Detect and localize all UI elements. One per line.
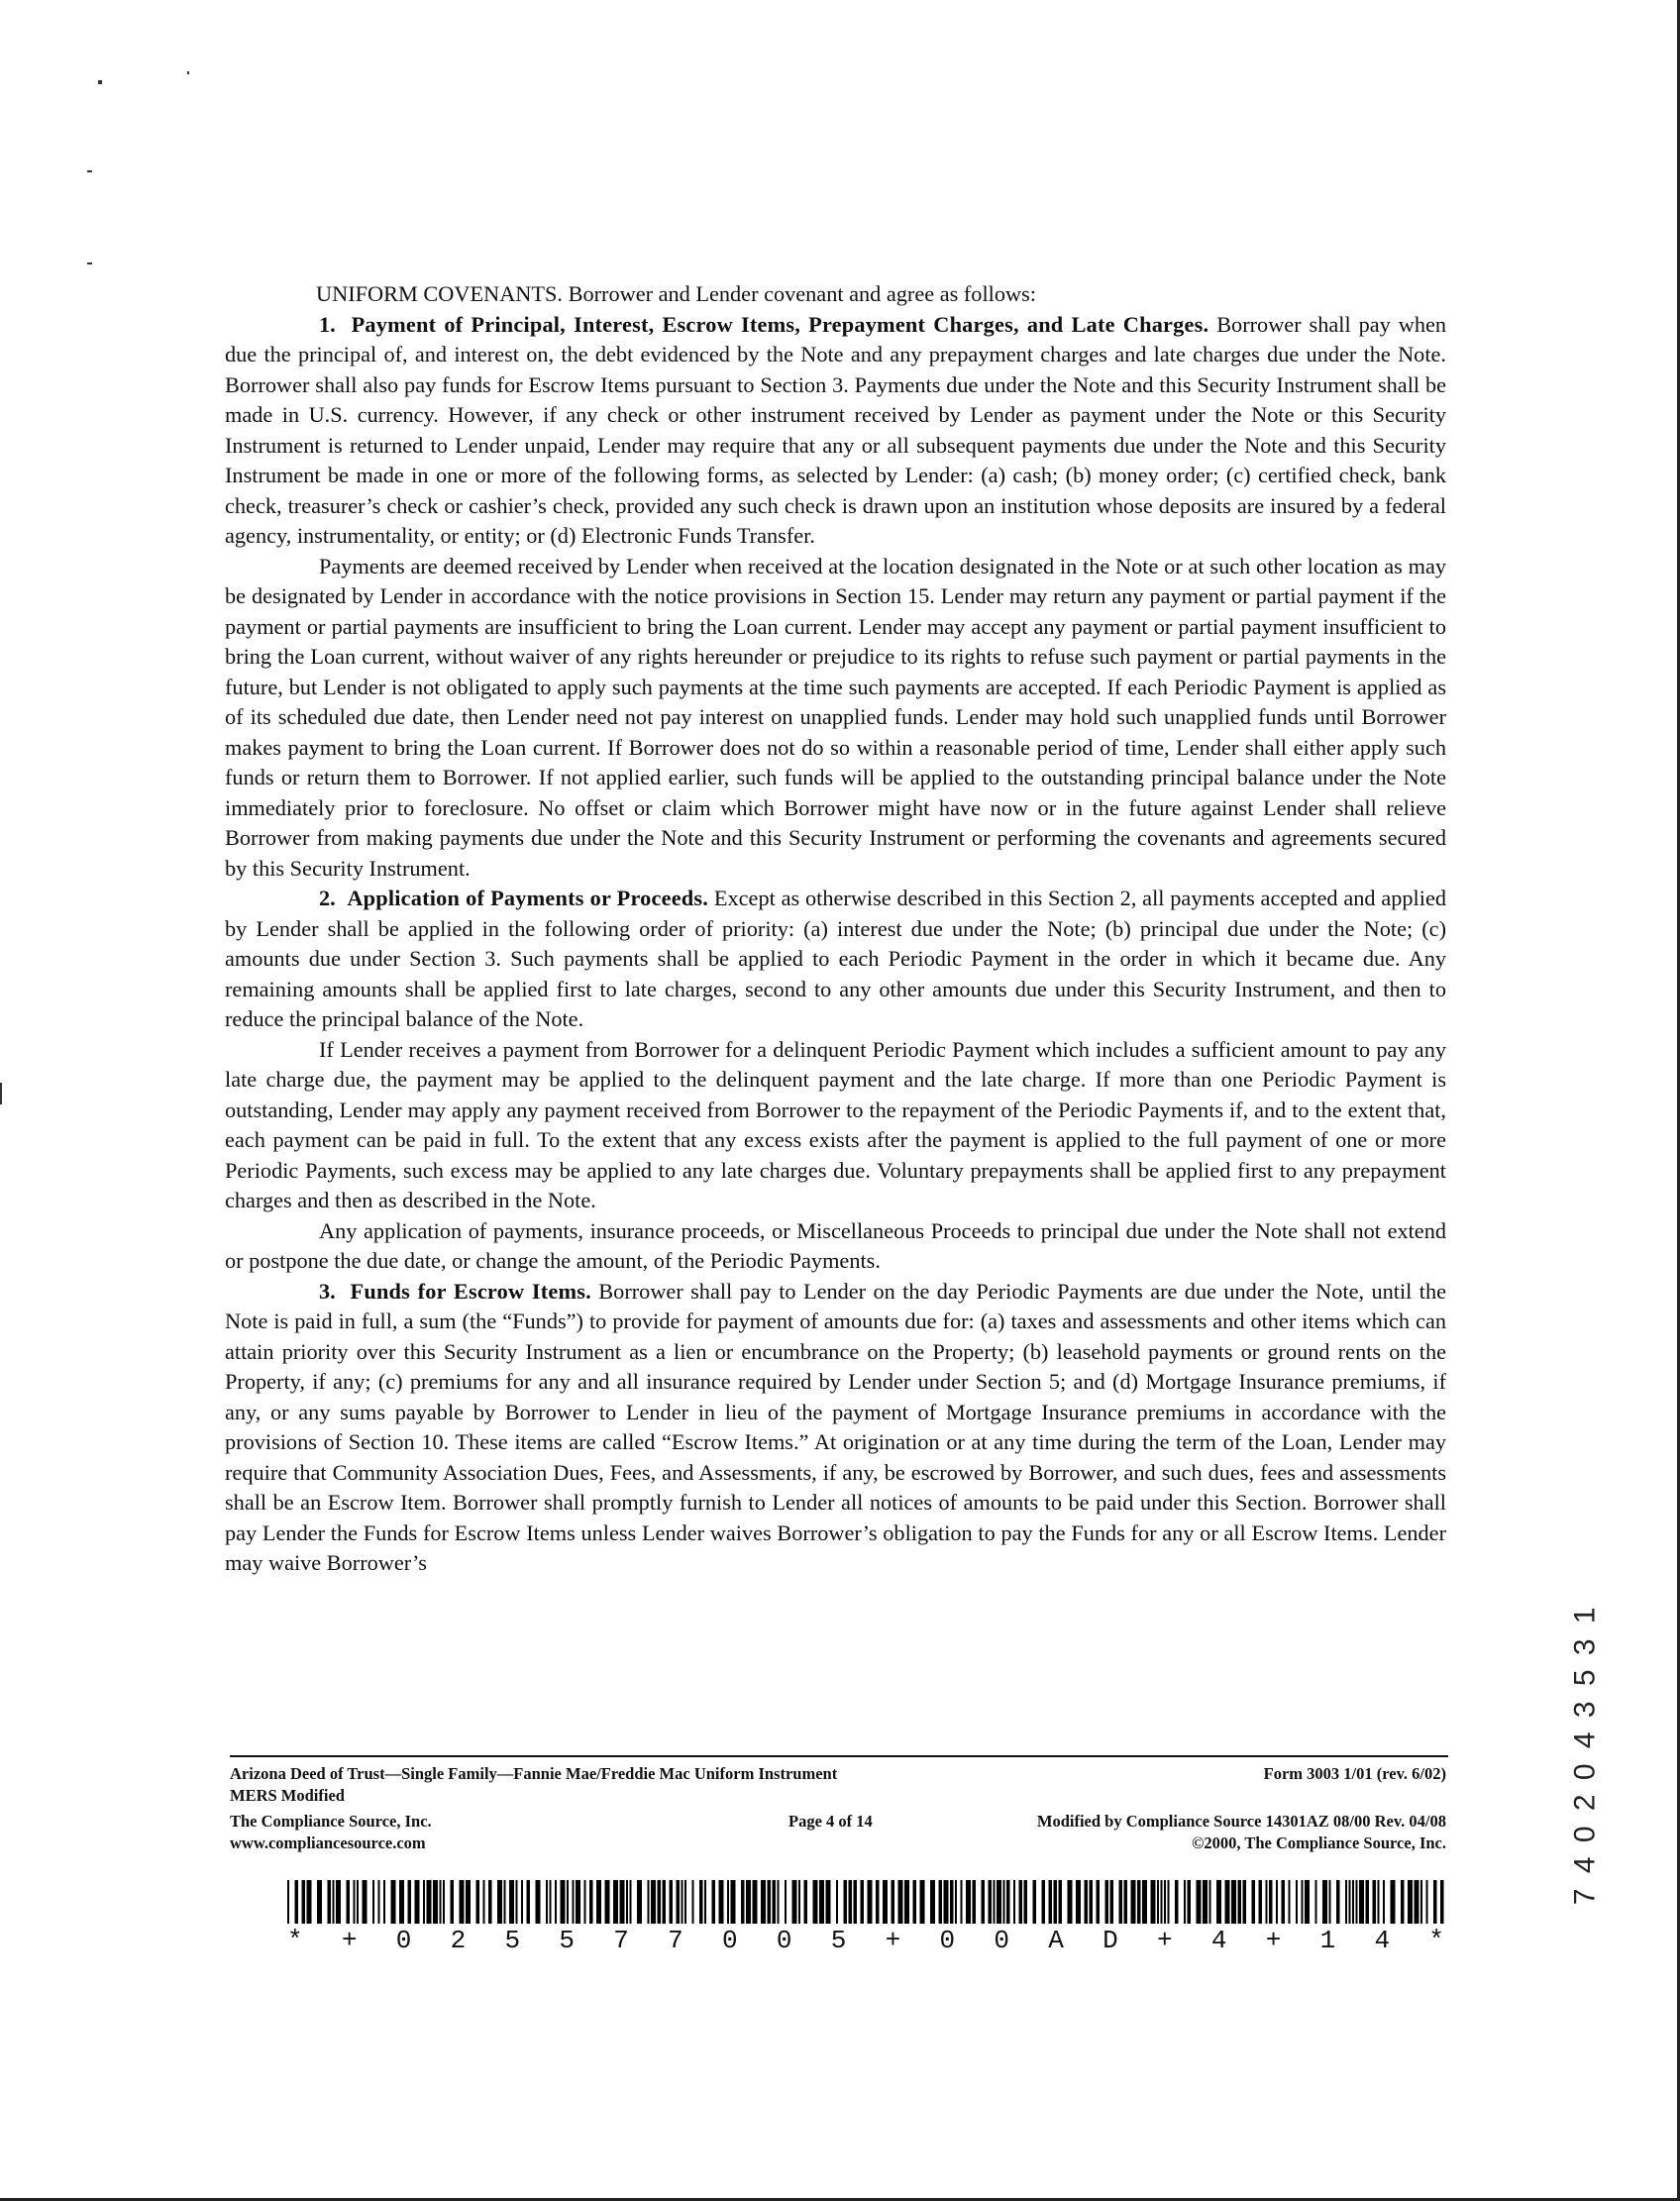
barcode-bar (415, 1880, 420, 1924)
barcode-char: 7 (668, 1926, 683, 1955)
barcode-bar (1401, 1880, 1405, 1924)
barcode-bar (1137, 1880, 1141, 1924)
barcode-bar (504, 1880, 506, 1924)
barcode-bar (892, 1880, 895, 1924)
barcode-bar (741, 1880, 745, 1924)
barcode-bar (1315, 1880, 1317, 1924)
barcode-bar (868, 1880, 873, 1924)
barcode-bar (476, 1880, 480, 1924)
barcode-bar (383, 1880, 385, 1924)
section-2-paragraph (225, 884, 1446, 1035)
barcode-bar (684, 1880, 686, 1924)
barcode-bar (1282, 1880, 1286, 1924)
barcode-bar (920, 1880, 925, 1924)
section-1-title: Payment of Principal, Interest, Escrow Items, Prepayment Charges, and Late Charges. (351, 311, 1209, 337)
section-3-number: 3. (319, 1278, 336, 1304)
barcode-char: 4 (1210, 1926, 1227, 1955)
barcode-bar (804, 1880, 808, 1924)
footer-form-number: Form 3003 1/01 (rev. 6/02) (1263, 1764, 1446, 1783)
section-3-text: Borrower shall pay to Lender on the day Periodic Payments are due under the Note, until the Note is paid in full, a sum (the “Funds”) to provide for payment of amounts due for: (a) taxes and assessments and other items which can attain priority over this Security Instrument as a lien or encumbrance on the Property; (b) leasehold payments or ground rents on the Property, if any; (c) premiums for any and all insurance required by Lender under Section 5; and (d) Mortgage Insurance premiums, if any, or any sums payable by Borrower to Lender in lieu of the payment of Mortgage Insurance premiums in accordance with the provisions of Section 10. These items are called “Escrow Items.” At origination or at any time during the term of the Loan, Lender may require that Community Association Dues, Fees, and Assessments, if any, be escrowed by Borrower, and such dues, fees and assessments shall be an Escrow Item. Borrower shall promptly furnish to Lender all notices of amounts to be paid under this Section. Borrower shall pay Lender the Funds for Escrow Items unless Lender waives Borrower’s obligation to pay the Funds for any or all Escrow Items. Lender may waive Borrower’s (225, 1278, 1447, 1575)
barcode-bar (913, 1880, 917, 1924)
barcode-bar (307, 1880, 312, 1924)
barcode-bar (1142, 1880, 1147, 1924)
barcode-bar (1110, 1880, 1114, 1924)
barcode-bar (589, 1880, 593, 1924)
barcode-bar (573, 1880, 575, 1924)
barcode-bar (1440, 1880, 1444, 1924)
barcode-bar (1006, 1880, 1010, 1924)
barcode-bar (1175, 1880, 1179, 1924)
barcode-bar (626, 1880, 628, 1924)
barcode-bar (826, 1880, 831, 1924)
barcode-bar (704, 1880, 706, 1924)
barcode-bar (898, 1880, 903, 1924)
barcode-bar (1302, 1880, 1304, 1924)
side-stamp-digit: 3 (1568, 1637, 1602, 1655)
side-stamp-digit: 3 (1568, 1700, 1602, 1718)
barcode-bar (746, 1880, 751, 1924)
barcode-bar (1352, 1880, 1354, 1924)
barcode-bar (1415, 1880, 1419, 1924)
footer-website: www.compliancesource.com (230, 1834, 426, 1852)
barcode-char: 0 (722, 1926, 738, 1955)
barcode-bar (753, 1880, 758, 1924)
section-1-paragraph (225, 310, 1446, 552)
section-1-paragraph-2: Payments are deemed received by Lender when received at the location designated in the Note or at such other location as may be designated by Lender in accordance with the notice provisions in Section 15. Lender may return any payment or partial payment if the payment or partial payments are insufficient to bring the Loan current. Lender may accept any payment or partial payment insufficient to bring the Loan current, without waiver of any rights hereunder or prejudice to its rights to refuse such payment or partial payments in the future, but Lender is not obligated to apply such payments at the time such payments are accepted. If each Periodic Payment is applied as of its scheduled due date, then Lender need not pay interest on unapplied funds. Lender may hold such unapplied funds until Borrower makes payment to bring the Loan current. If Borrower does not do so within a reasonable period of time, Lender shall either apply such funds or return them to Borrower. If not applied earlier, such funds will be applied to the outstanding principal balance under the Note immediately prior to foreclosure. No offset or claim which Borrower might have now or in the future against Lender shall relieve Borrower from making payments due under the Note and this Security Instrument or performing the covenants and agreements secured by this Security Instrument. (225, 553, 1446, 881)
barcode-bar (813, 1880, 818, 1924)
barcode-bar (1119, 1880, 1123, 1924)
barcode-bar (509, 1880, 514, 1924)
barcode-bar (1124, 1880, 1128, 1924)
barcode-bar (1383, 1880, 1385, 1924)
barcode-bar (648, 1880, 650, 1924)
intro-line: UNIFORM COVENANTS. Borrower and Lender covenant and agree as follows: (316, 281, 1036, 306)
barcode-bar (363, 1880, 368, 1924)
barcode-bar (1151, 1880, 1156, 1924)
barcode-bar (1003, 1880, 1005, 1924)
barcode-bar (670, 1880, 674, 1924)
barcode-bar (317, 1880, 322, 1924)
barcode-bar (651, 1880, 656, 1924)
section-2-paragraph-2: If Lender receives a payment from Borrower for a delinquent Periodic Payment which includes a sufficient amount to pay any late charge due, the payment may be applied to the delinquent payment and the late charge. If more than one Periodic Payment is outstanding, Lender may apply any payment received from Borrower to the repayment of the Periodic Payments if, and to the extent that, each payment can be paid in full. To the extent that any excess exists after the payment is applied to the full payment of one or more Periodic Payments, such excess may be applied to any late charges due. Voluntary prepayments shall be applied first to any prepayment charges and then as described in the Note. (225, 1036, 1446, 1212)
barcode-bar (620, 1880, 625, 1924)
barcode-bar (712, 1880, 716, 1924)
barcode-bar (1356, 1880, 1358, 1924)
barcode-bar (440, 1880, 442, 1924)
barcode-bar (555, 1880, 557, 1924)
barcode-bar (295, 1880, 299, 1924)
barcode-bar (849, 1880, 853, 1924)
barcode-char: D (1102, 1926, 1118, 1955)
barcode-bar (1408, 1880, 1413, 1924)
barcode-bar (561, 1880, 566, 1924)
section-3-title: Funds for Escrow Items. (350, 1278, 591, 1304)
barcode-bar (1269, 1880, 1273, 1924)
section-1-text: Borrower shall pay when due the principal of, and interest on, the debt evidenced by the Note and any prepayment charges and late charges due under the Note. Borrower shall also pay funds for Escrow Items pursuant to Section 3. Payments due under the Note and this Security Instrument shall be made in U.S. currency. However, if any check or other instrument received by Lender as payment under the Note or this Security Instrument is returned to Lender unpaid, Lender may require that any or all subsequent payments due under the Note and this Security Instrument be made in one or more of the following forms, as selected by Lender: (a) cash; (b) money order; (c) certified check, bank check, treasurer’s check or cashier’s check, provided any such check is drawn upon an institution whose deposits are insured by a federal agency, instrumentality, or entity; or (d) Electronic Funds Transfer. (225, 311, 1447, 548)
barcode-bar (1085, 1880, 1089, 1924)
scan-speck (87, 170, 92, 172)
barcode-bar (677, 1880, 681, 1924)
barcode-bar (792, 1880, 797, 1924)
barcode-bar (1068, 1880, 1073, 1924)
barcode-bar (399, 1880, 404, 1924)
barcode-char: 4 (1374, 1926, 1391, 1955)
barcode-bar (584, 1880, 586, 1924)
side-stamp-digit: 1 (1568, 1607, 1602, 1625)
barcode-bar (1373, 1880, 1377, 1924)
barcode-bar (1090, 1880, 1094, 1924)
barcode-bar (1243, 1880, 1247, 1924)
barcode-char: + (885, 1926, 901, 1955)
barcode-bar (460, 1880, 465, 1924)
barcode-bar (423, 1880, 425, 1924)
barcode-bar (550, 1880, 552, 1924)
barcode-bar (1168, 1880, 1170, 1924)
barcode-bar (719, 1880, 724, 1924)
footer-modified: Modified by Compliance Source 14301AZ 08/00 Rev. 04/08 (1036, 1812, 1446, 1831)
footer-mers: MERS Modified (230, 1786, 345, 1805)
barcode-bar (605, 1880, 610, 1924)
barcode-bar (994, 1880, 996, 1924)
scan-speck (87, 262, 92, 264)
barcode-bar (761, 1880, 766, 1924)
barcode-bar (1336, 1880, 1340, 1924)
barcode-bar (613, 1880, 618, 1924)
barcode-bar (488, 1880, 492, 1924)
barcode-bar (854, 1880, 858, 1924)
barcode-char: 0 (994, 1926, 1009, 1955)
barcode-bar (451, 1880, 455, 1924)
barcode-bar (727, 1880, 729, 1924)
barcode-bar (1059, 1880, 1063, 1924)
barcode-bar (989, 1880, 993, 1924)
barcode-bar (378, 1880, 380, 1924)
barcode-char: 5 (504, 1926, 521, 1955)
barcode-bar (861, 1880, 865, 1924)
barcode-char: 1 (1319, 1926, 1336, 1955)
barcode-bar (1276, 1880, 1278, 1924)
barcode-caption (287, 1926, 1444, 1955)
barcode-bar (1252, 1880, 1256, 1924)
section-2-paragraph-3: Any application of payments, insurance proceeds, or Miscellaneous Proceeds to principal due under the Note shall not extend or postpone the due date, or change the amount, of the Periodic Payments. (225, 1217, 1446, 1273)
barcode-bar (1054, 1880, 1058, 1924)
barcode-bar (521, 1880, 523, 1924)
barcode-char: A (1048, 1926, 1064, 1955)
barcode-bar (1345, 1880, 1347, 1924)
barcode-bar (883, 1880, 888, 1924)
barcode-bar (336, 1880, 341, 1924)
barcode-bar (1131, 1880, 1136, 1924)
barcode-bar (372, 1880, 374, 1924)
barcode-bar (658, 1880, 662, 1924)
barcode-bar (1359, 1880, 1364, 1924)
side-stamp-digit: 0 (1568, 1825, 1602, 1842)
barcode-bar (982, 1880, 986, 1924)
barcode (287, 1880, 1444, 1924)
barcode-bar (391, 1880, 396, 1924)
barcode-bar (836, 1880, 838, 1924)
side-stamp-digit: 0 (1568, 1762, 1602, 1780)
side-stamp-digit: 5 (1568, 1669, 1602, 1687)
barcode-bar (692, 1880, 694, 1924)
barcode-bar (536, 1880, 541, 1924)
barcode-bar (876, 1880, 880, 1924)
barcode-bar (1266, 1880, 1268, 1924)
barcode-bar (1296, 1880, 1298, 1924)
barcode-bar (497, 1880, 502, 1924)
barcode-char: * (1428, 1926, 1444, 1955)
barcode-bar (354, 1880, 356, 1924)
barcode-char: + (341, 1926, 358, 1955)
barcode-char: + (1157, 1926, 1173, 1955)
barcode-bar (961, 1880, 963, 1924)
barcode-bar (1019, 1880, 1023, 1924)
barcode-bar (1322, 1880, 1327, 1924)
barcode-bar (333, 1880, 335, 1924)
barcode-bar (997, 1880, 1001, 1924)
barcode-bar (596, 1880, 601, 1924)
footer-page-number: Page 4 of 14 (788, 1812, 873, 1831)
barcode-bar (483, 1880, 485, 1924)
barcode-bar (408, 1880, 412, 1924)
barcode-bar (966, 1880, 971, 1924)
barcode-bar (1238, 1880, 1242, 1924)
barcode-bar (1042, 1880, 1046, 1924)
barcode-bar (1259, 1880, 1263, 1924)
barcode-char: 2 (450, 1926, 467, 1955)
section-2-text: Except as otherwise described in this Section 2, all payments accepted and applied by Lender shall be applied in the following order of priority: (a) interest due under the Note; (b) principal due under the Note; (c) amounts due under Section 3. Such payments shall be applied to each Periodic Payment in the order in which it became due. Any remaining amounts shall be applied first to late charges, second to any other amounts due under this Security Instrument, and then to reduce the principal balance of the Note. (225, 886, 1446, 1031)
scan-speck (187, 71, 189, 74)
footer-form-title: Arizona Deed of Trust—Single Family—Fannie Mae/Freddie Mac Uniform Instrument (230, 1764, 838, 1783)
barcode-bar (1024, 1880, 1028, 1924)
barcode-bar (1289, 1880, 1291, 1924)
barcode-char: 0 (939, 1926, 956, 1955)
barcode-bar (516, 1880, 518, 1924)
barcode-char: 7 (613, 1926, 629, 1955)
barcode-bar (819, 1880, 824, 1924)
barcode-bar (427, 1880, 432, 1924)
barcode-bar (768, 1880, 772, 1924)
barcode-bar (1216, 1880, 1221, 1924)
barcode-bar (1209, 1880, 1211, 1924)
barcode-bar (699, 1880, 703, 1924)
section-1-number: 1. (319, 311, 336, 337)
barcode-bar (637, 1880, 642, 1924)
barcode-bar (1188, 1880, 1192, 1924)
barcode-bar (1426, 1880, 1428, 1924)
barcode-bar (939, 1880, 943, 1924)
barcode-bar (731, 1880, 736, 1924)
barcode-bar (1164, 1880, 1166, 1924)
barcode-bar (1013, 1880, 1015, 1924)
barcode-bar (1105, 1880, 1109, 1924)
barcode-bar (1161, 1880, 1163, 1924)
scan-speck (98, 80, 102, 84)
barcode-bar (1349, 1880, 1351, 1924)
barcode-bar (1184, 1880, 1186, 1924)
barcode-bar (1391, 1880, 1396, 1924)
scan-speck (0, 1083, 2, 1104)
barcode-bar (328, 1880, 332, 1924)
barcode-bar (1203, 1880, 1208, 1924)
barcode-bar (630, 1880, 632, 1924)
side-stamp-number (1565, 1600, 1605, 1912)
barcode-bar (527, 1880, 531, 1924)
barcode-char: 0 (776, 1926, 792, 1955)
document-body (225, 279, 1446, 1579)
barcode-bar (663, 1880, 667, 1924)
barcode-bar (950, 1880, 954, 1924)
barcode-bar (546, 1880, 548, 1924)
barcode-bar (844, 1880, 848, 1924)
section-2-number: 2. (319, 886, 336, 910)
barcode-bar (347, 1880, 351, 1924)
barcode-bar (1097, 1880, 1101, 1924)
barcode-bar (1305, 1880, 1310, 1924)
barcode-bar (778, 1880, 780, 1924)
barcode-bar (973, 1880, 977, 1924)
footer-copyright: ©2000, The Compliance Source, Inc. (1192, 1834, 1446, 1852)
barcode-char: 5 (830, 1926, 847, 1955)
side-stamp-digit: 4 (1568, 1731, 1602, 1749)
barcode-bar (785, 1880, 787, 1924)
barcode-bar (443, 1880, 445, 1924)
barcode-bar (466, 1880, 471, 1924)
section-3-paragraph (225, 1277, 1446, 1579)
barcode-bar (433, 1880, 438, 1924)
barcode-bar (287, 1880, 289, 1924)
barcode-bar (682, 1880, 683, 1924)
barcode-char: + (1265, 1926, 1282, 1955)
barcode-bar (1197, 1880, 1202, 1924)
barcode-char: 5 (559, 1926, 575, 1955)
barcode-char: 0 (395, 1926, 412, 1955)
barcode-bar (1433, 1880, 1437, 1924)
barcode-bar (1049, 1880, 1053, 1924)
barcode-bar (1157, 1880, 1159, 1924)
barcode-bar (576, 1880, 580, 1924)
barcode-bar (944, 1880, 949, 1924)
barcode-bar (904, 1880, 909, 1924)
barcode-bar (773, 1880, 777, 1924)
barcode-bar (1033, 1880, 1037, 1924)
barcode-bar (930, 1880, 935, 1924)
barcode-bar (955, 1880, 957, 1924)
barcode-bar (302, 1880, 306, 1924)
section-2-title: Application of Payments or Proceeds. (347, 886, 709, 910)
barcode-bar (798, 1880, 800, 1924)
barcode-bar (567, 1880, 569, 1924)
barcode-bar (1378, 1880, 1380, 1924)
barcode-bar (357, 1880, 359, 1924)
barcode-bar (1076, 1880, 1081, 1924)
barcode-bar (1420, 1880, 1422, 1924)
barcode-bar (1329, 1880, 1331, 1924)
side-stamp-digit: 7 (1568, 1887, 1602, 1905)
side-stamp-digit: 2 (1568, 1794, 1602, 1812)
footer-company: The Compliance Source, Inc. (230, 1812, 432, 1831)
barcode-char: * (287, 1926, 303, 1955)
form-footer (230, 1755, 1448, 1854)
barcode-bar (1366, 1880, 1370, 1924)
barcode-bar (1231, 1880, 1236, 1924)
side-stamp-digit: 4 (1568, 1856, 1602, 1874)
barcode-bar (1225, 1880, 1230, 1924)
